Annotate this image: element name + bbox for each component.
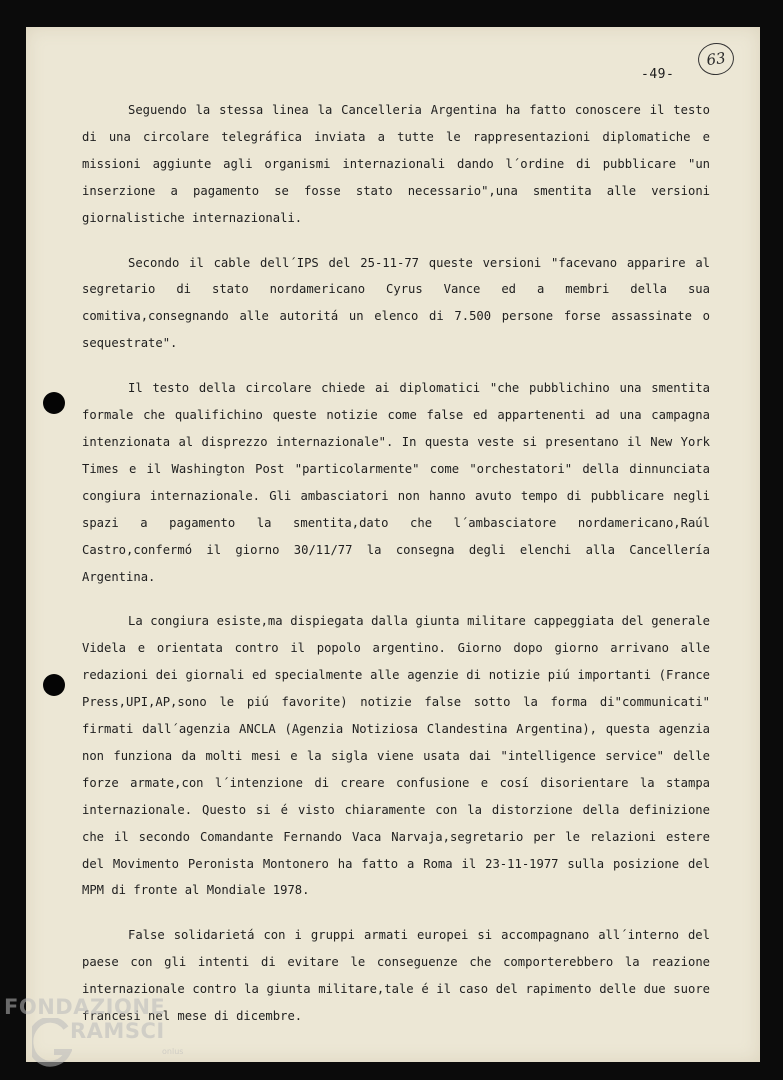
- paragraph-5: False solidarietá con i gruppi armati europei si accompagnano all´interno del paese con gli intenti di evitare le conseguenze che comporterebbero la reazione internazionale contro la giunta militare,tale é il caso del rapimento delle due suore francesi nel mese di dicembre.: [82, 928, 710, 1024]
- punch-hole: [43, 392, 65, 414]
- paragraph-3: Il testo della circolare chiede ai diplomatici "che pubblichino una smentita formale che qualifichino queste notizie come false ed appartenenti ad una campagna intenzionata al disprezzo internazionale". In questa veste si presentano il New York Times e il Washington Post "particolarmente" come "orchestatori" della dinnunciata congiura internazionale. Gli ambasciatori non hanno avuto tempo di pubblicare negli spazi a pagamento la smentita,dato che l´ambasciatore nordamericano,Raúl Castro,confermó il giorno 30/11/77 la consegna degli elenchi alla Cancellería Argentina.: [82, 381, 710, 584]
- fondazione-gramsci-watermark: FONDAZIONE RAMSCI onlus: [4, 992, 204, 1072]
- page-number: -49-: [641, 67, 675, 82]
- paragraph-4: La congiura esiste,ma dispiegata dalla giunta militare cappeggiata del generale Videla e orientata contro il popolo argentino. Giorno dopo giorno arrivano alle redazioni dei giornali ed specialmente alle agenzie di notizie piú importanti (France Press,UPI,AP,sono le piú favorite) notizie false sotto la forma di"communicati" firmati dall´agenzia ANCLA (Agenzia Notiziosa Clandestina Argentina), questa agenzia non funziona da molti mesi e la sigla viene usata dai "intelligence service" delle forze armate,con l´intenzione di creare confusione e cosí disorientare la stampa internazionale. Questo si é visto chiaramente con la distorzione della definizione che il secondo Comandante Fernando Vaca Narvaja,segretario per le relazioni estere del Movimento Peronista Montonero ha fatto a Roma il 23-11-1977 sulla posizione del MPM di fronte al Mondiale 1978.: [82, 614, 710, 898]
- document-body: [82, 97, 710, 1048]
- archive-stamp-number: 63: [696, 41, 736, 78]
- punch-hole: [43, 674, 65, 696]
- paragraph-2: Secondo il cable dell´IPS del 25-11-77 queste versioni "facevano apparire al segretario di stato nordamericano Cyrus Vance ed a membri della sua comitiva,consegnando alle autoritá un elenco di 7.500 persone forse assassinate o sequestrate".: [82, 255, 710, 351]
- document-page: [26, 27, 760, 1062]
- paragraph-1: Seguendo la stessa linea la Cancelleria Argentina ha fatto conoscere il testo di una circolare telegráfica inviata a tutte le rappresentazioni diplomatiche e missioni aggiunte agli organismi internazionali dando l´ordine di pubblicare "un inserzione a pagamento se fosse stato necessario",una smentita alle versioni giornalistiche internazionali.: [82, 103, 710, 225]
- gramsci-g-logo-icon: [32, 1018, 72, 1070]
